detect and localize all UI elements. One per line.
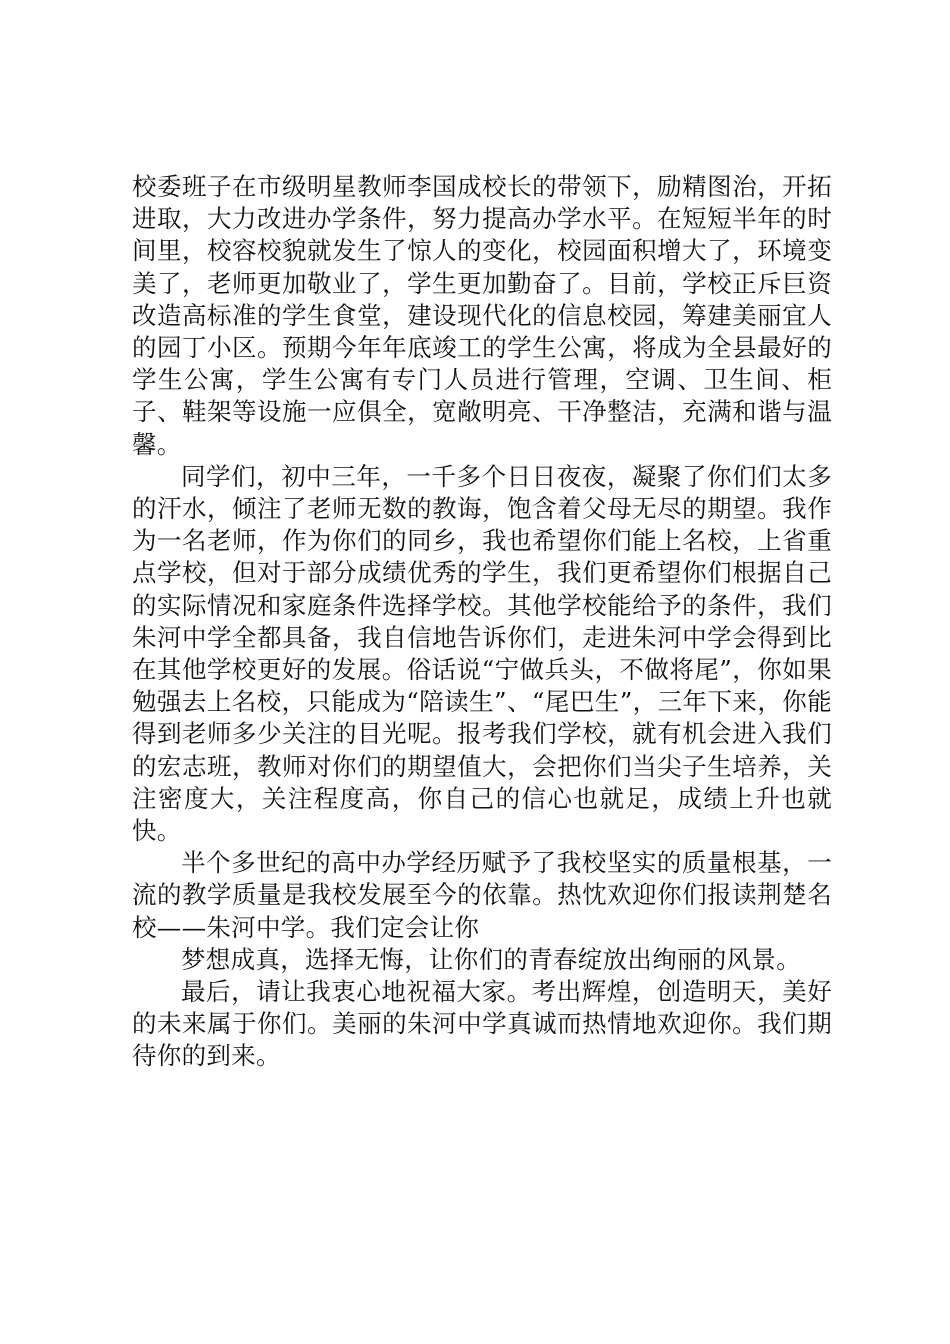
paragraph-4: 梦想成真，选择无悔，让你们的青春绽放出绚丽的风景。: [181, 944, 801, 974]
paragraph-2: 同学们，初中三年，一千多个日日夜夜，凝聚了你们们太多的汗水，倾注了老师无数的教诲，饱含着父母无尽的期望。我作为一名老师，作为你们的同乡，我也希望你们能上名校，上省重点学校，但对于部分成绩优秀的学生，我们更希望你们根据自己的实际情况和家庭条件选择学校。其他学校能给予的条件，我们朱河中学全都具备，我自信地告诉你们，走进朱河中学会得到比在其他学校更好的发展。俗话说“宁做兵头，不做将尾”，你如果勉强去上名校，只能成为“陪读生”、“尾巴生”，三年下来，你能得到老师多少关注的目光呢。报考我们学校，就有机会进入我们的宏志班，教师对你们的期望值大，会把你们当尖子生培养，关注密度大，关注程度高，你自己的信心也就足，成绩上升也就快。: [132, 461, 832, 846]
paragraph-3: 半个多世纪的高中办学经历赋予了我校坚实的质量根基，一流的教学质量是我校发展至今的依靠。热忱欢迎你们报读荆楚名校——朱河中学。我们定会让你: [132, 848, 832, 942]
document-body: [132, 171, 832, 1073]
paragraph-5: 最后，请让我衷心地祝福大家。考出辉煌，创造明天，美好的未来属于你们。美丽的朱河中学真诚而热情地欢迎你。我们期待你的到来。: [132, 977, 832, 1071]
paragraph-1: 校委班子在市级明星教师李国成校长的带领下，励精图治，开拓进取，大力改进办学条件，努力提高办学水平。在短短半年的时间里，校容校貌就发生了惊人的变化，校园面积增大了，环境变美了，老师更加敬业了，学生更加勤奋了。目前，学校正斥巨资改造高标准的学生食堂，建设现代化的信息校园，筹建美丽宜人的园丁小区。预期今年年底竣工的学生公寓，将成为全县最好的学生公寓，学生公寓有专门人员进行管理，空调、卫生间、柜子、鞋架等设施一应俱全，宽敞明亮、干净整洁，充满和谐与温馨。: [132, 172, 832, 459]
